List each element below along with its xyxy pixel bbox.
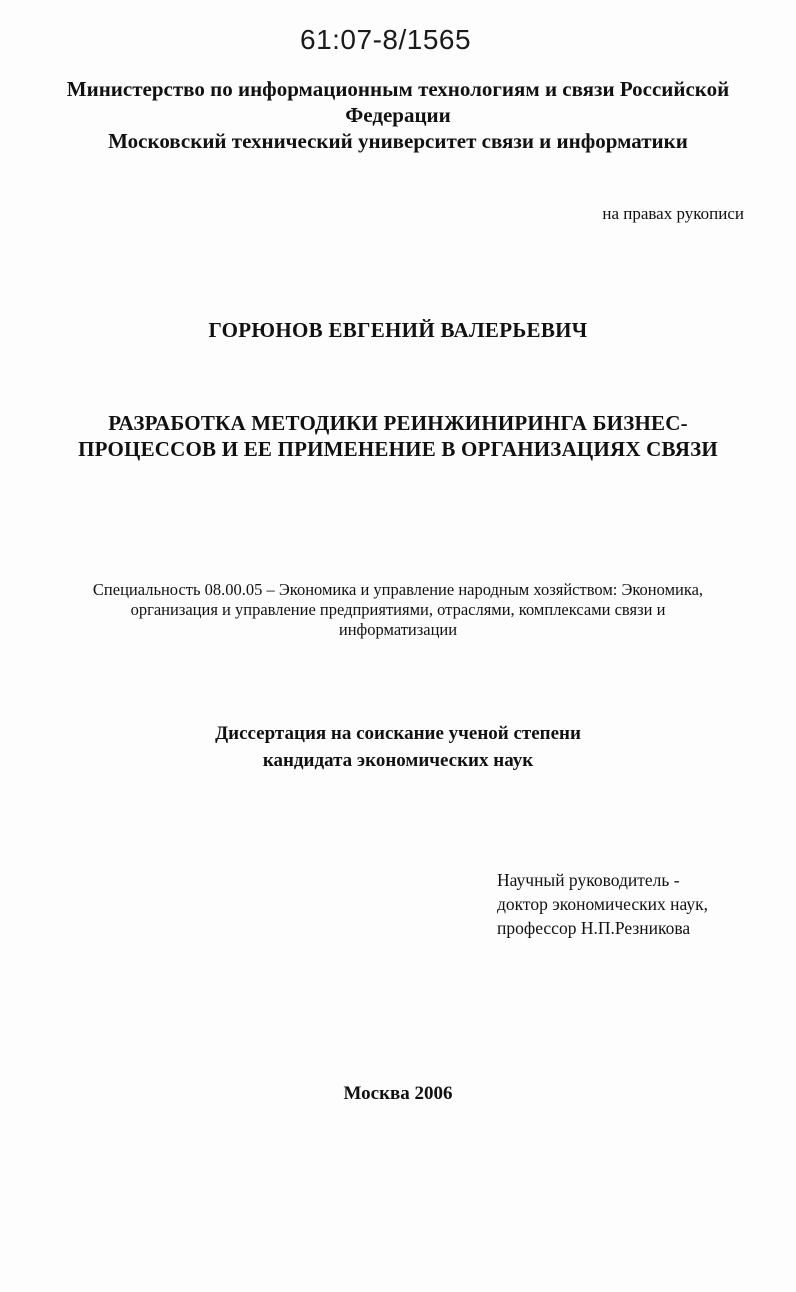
supervisor-line-2: доктор экономических наук,: [497, 894, 708, 914]
degree-line-2: кандидата экономических наук: [262, 750, 534, 771]
author-name: ГОРЮНОВ ЕВГЕНИЙ ВАЛЕРЬЕВИЧ: [208, 318, 588, 342]
specialty-description: [0, 580, 796, 640]
ministry-line-1: Министерство по информационным технологиям и связи Российской: [66, 77, 730, 101]
rights-notice: на правах рукописи: [602, 204, 744, 223]
title-line-2: ПРОЦЕССОВ И ЕЕ ПРИМЕНЕНИЕ В ОРГАНИЗАЦИЯХ СВЯЗИ: [78, 437, 718, 461]
degree-statement: [0, 720, 796, 774]
specialty-line-2: организация и управление предприятиями, отраслями, комплексами связи и: [130, 600, 666, 619]
city-and-year: Москва 2006: [343, 1083, 453, 1104]
ministry-line-2: Федерации: [345, 103, 451, 127]
dissertation-title: [0, 410, 796, 462]
supervisor-line-1: Научный руководитель -: [497, 870, 680, 890]
title-line-1: РАЗРАБОТКА МЕТОДИКИ РЕИНЖИНИРИНГА БИЗНЕС-: [108, 411, 688, 435]
specialty-line-3: информатизации: [338, 620, 458, 639]
supervisor-line-3: профессор Н.П.Резникова: [497, 918, 691, 938]
ministry-header: [0, 76, 796, 154]
degree-line-1: Диссертация на соискание ученой степени: [215, 723, 581, 744]
archive-stamp-number: 61:07-8/1565: [300, 24, 472, 55]
university-name: Московский технический университет связи и информатики: [108, 129, 688, 153]
scientific-supervisor: [497, 868, 708, 940]
specialty-line-1: Специальность 08.00.05 – Экономика и управление народным хозяйством: Экономика,: [92, 580, 704, 599]
